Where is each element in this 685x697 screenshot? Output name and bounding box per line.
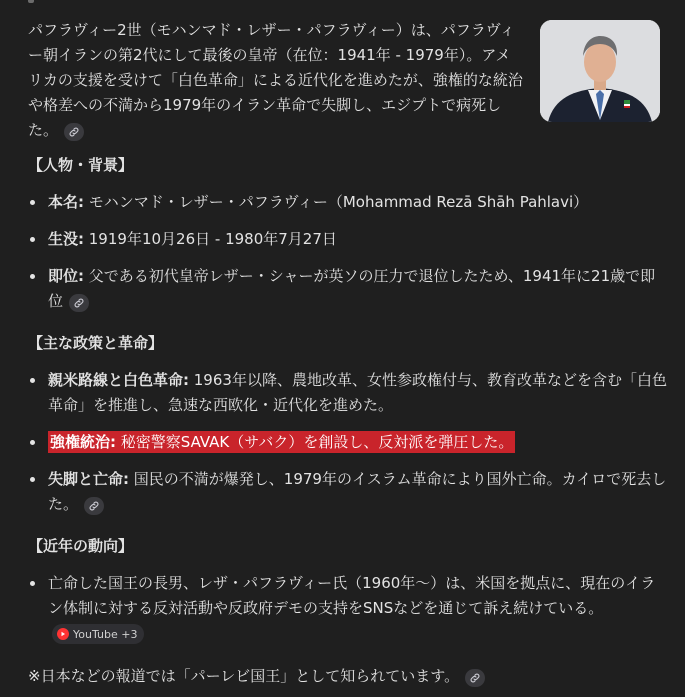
intro-paragraph [28, 18, 523, 143]
youtube-icon [57, 628, 69, 640]
item-text: 亡命した国王の長男、レザ・パフラヴィー氏（1960年〜）は、米国を拠点に、現在のイラン体制に対する反対活動や反政府デモの支持をSNSなどを通じて訴え続けている。 [48, 574, 656, 617]
recent-list [28, 571, 668, 646]
list-item [28, 190, 668, 215]
response-content [28, 18, 668, 689]
item-label: 親米路線と白色革命: [48, 371, 189, 389]
item-text: 父である初代皇帝レザー・シャーが英ソの圧力で退位したため、1941年に21歳で即位 [48, 267, 656, 310]
source-link-icon[interactable] [69, 294, 89, 312]
youtube-source-chip[interactable] [52, 624, 144, 644]
portrait-image[interactable] [540, 20, 660, 122]
item-label: 即位: [48, 267, 84, 285]
item-text: 1963年以降、農地改革、女性参政権付与、教育改革などを含む「白色革命」を推進し、急速な西欧化・近代化を進めた。 [48, 371, 667, 414]
section-heading-recent: 【近年の動向】 [28, 537, 134, 555]
policy-list [28, 368, 668, 517]
section-heading-profile: 【人物・背景】 [28, 156, 134, 174]
footnote [28, 664, 668, 689]
intro-text: パフラヴィー2世（モハンマド・レザー・パフラヴィー）は、パフラヴィー朝イランの第2代にして最後の皇帝（在位：1941年 - 1979年）。アメリカの支援を受けて「白色革命」による近代化を進めたが、強権的な統治や格差への不満から1979年のイラン革命で失脚し、エジプトで病死した。 [28, 21, 523, 139]
list-item [28, 430, 668, 455]
list-item [28, 227, 668, 252]
source-link-icon[interactable] [64, 123, 84, 141]
list-item [28, 467, 668, 517]
item-text: 国民の不満が爆発し、1979年のイスラム革命により国外亡命。カイロで死去した。 [48, 470, 667, 513]
profile-list [28, 190, 668, 314]
item-label: 失脚と亡命: [48, 470, 129, 488]
list-item [28, 368, 668, 418]
list-item [28, 571, 668, 646]
item-label: 強権統治: [50, 433, 116, 451]
item-text: 秘密警察SAVAK（サバク）を創設し、反対派を弾圧した。 [116, 433, 514, 451]
source-chip-label: YouTube +3 [73, 627, 138, 641]
footnote-text: ※日本などの報道では「パーレビ国王」として知られています。 [28, 667, 460, 685]
item-text: モハンマド・レザー・パフラヴィー（Mohammad Rezā Shāh Pahlavi） [84, 193, 589, 211]
highlighted-sentence [48, 431, 515, 453]
source-link-icon[interactable] [465, 669, 485, 687]
item-label: 生没: [48, 230, 84, 248]
scroll-edge-marker [28, 0, 34, 3]
source-link-icon[interactable] [84, 497, 104, 515]
intro-block [28, 18, 668, 140]
item-text: 1919年10月26日 - 1980年7月27日 [84, 230, 337, 248]
list-item [28, 264, 668, 314]
section-heading-policy: 【主な政策と革命】 [28, 334, 164, 352]
item-label: 本名: [48, 193, 84, 211]
